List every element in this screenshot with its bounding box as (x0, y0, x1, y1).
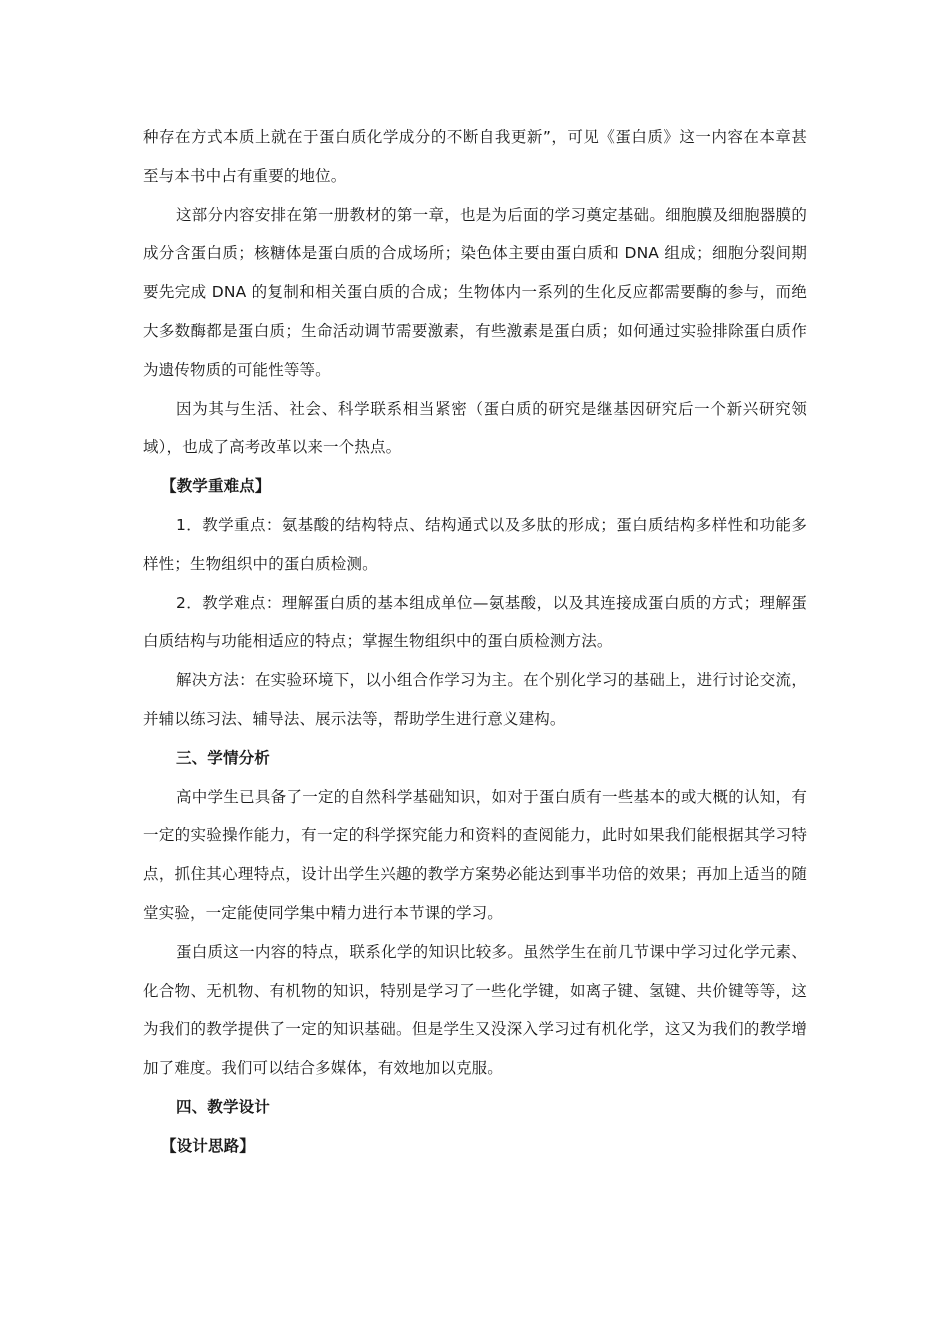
heading-key-difficult-points: 【教学重难点】 (161, 477, 271, 496)
paragraph-chapter-arrangement: 这部分内容安排在第一册教材的第一章，也是为后面的学习奠定基础。细胞膜及细胞器膜的成分含蛋白质；核糖体是蛋白质的合成场所；染色体主要由蛋白质和 DNA 组成；细胞分裂间期要先完成 DNA 的复制和相关蛋白质的合成；生物体内一系列的生化反应都需要酶的参与，而绝大多数酶都是蛋白质；生命活动调节需要激素，有些激素是蛋白质；如何通过实验排除蛋白质作为遗传物质的可能性等等。 (143, 205, 807, 379)
paragraph-teaching-difficulty: 2．教学难点：理解蛋白质的基本组成单位—氨基酸，以及其连接成蛋白质的方式；理解蛋白质结构与功能相适应的特点；掌握生物组织中的蛋白质检测方法。 (143, 593, 807, 651)
heading-design-ideas: 【设计思路】 (161, 1136, 255, 1155)
heading-student-analysis: 三、学情分析 (176, 748, 270, 767)
paragraph-content-features: 蛋白质这一内容的特点，联系化学的知识比较多。虽然学生在前几节课中学习过化学元素、化合物、无机物、有机物的知识，特别是学习了一些化学键，如离子键、氢键、共价键等等，这为我们的教学提供了一定的知识基础。但是学生又没深入学习过有机化学，这又为我们的教学增加了难度。我们可以结合多媒体，有效地加以克服。 (143, 942, 807, 1078)
paragraph-solution-method: 解决方法：在实验环境下，以小组合作学习为主。在个别化学习的基础上，进行讨论交流，并辅以练习法、辅导法、展示法等，帮助学生进行意义建构。 (143, 671, 807, 728)
paragraph-student-background: 高中学生已具备了一定的自然科学基础知识，如对于蛋白质有一些基本的或大概的认知，有一定的实验操作能力，有一定的科学探究能力和资料的查阅能力，此时如果我们能根据其学习特点，抓住其心理特点，设计出学生兴趣的教学方案势必能达到事半功倍的效果；再加上适当的随堂实验，一定能使同学集中精力进行本节课的学习。 (143, 787, 807, 922)
heading-teaching-design: 四、教学设计 (176, 1097, 270, 1116)
document-body (143, 118, 807, 1166)
paragraph-continuation: 种存在方式本质上就在于蛋白质化学成分的不断自我更新”，可见《蛋白质》这一内容在本章甚至与本书中占有重要的地位。 (143, 128, 807, 185)
paragraph-teaching-focus: 1．教学重点：氨基酸的结构特点、结构通式以及多肽的形成；蛋白质结构多样性和功能多样性；生物组织中的蛋白质检测。 (143, 515, 807, 573)
paragraph-hot-topic: 因为其与生活、社会、科学联系相当紧密（蛋白质的研究是继基因研究后一个新兴研究领域），也成了高考改革以来一个热点。 (143, 399, 807, 457)
